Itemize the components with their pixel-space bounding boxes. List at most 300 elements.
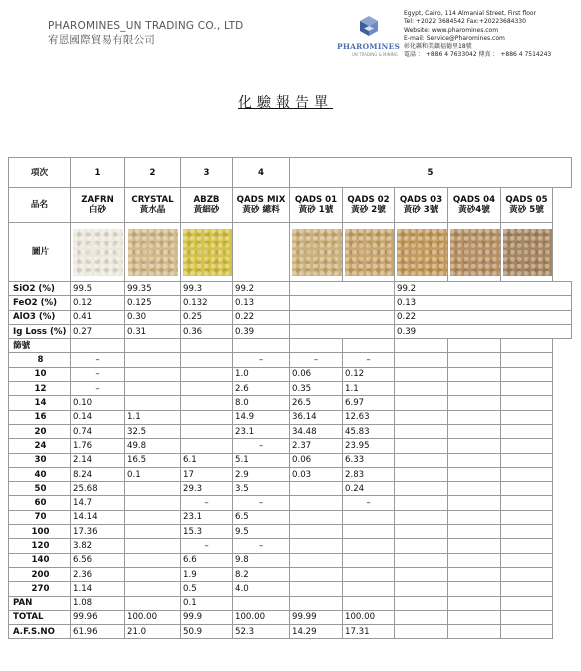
empty-cell: [448, 582, 501, 596]
company-header: [48, 19, 243, 47]
value-cell: 99.9: [181, 610, 233, 624]
value-cell: 0.27: [71, 324, 125, 338]
product-name-cell: [343, 188, 395, 223]
value-cell: –: [181, 539, 233, 553]
column-number: 3: [181, 158, 233, 188]
value-cell: 99.35: [125, 282, 181, 296]
empty-cell: [290, 339, 343, 353]
value-cell: 23.1: [233, 424, 290, 438]
empty-cell: [501, 596, 553, 610]
sieve-row: [9, 353, 572, 367]
value-cell: –: [233, 539, 290, 553]
empty-cell: [501, 496, 553, 510]
value-cell: [290, 553, 343, 567]
group5-value: 0.13: [395, 296, 572, 310]
empty-cell: [233, 339, 290, 353]
product-name-cell: [181, 188, 233, 223]
value-cell: [343, 553, 395, 567]
value-cell: [181, 424, 233, 438]
product-name-zh: 黃水晶: [139, 205, 166, 215]
value-cell: 8.24: [71, 467, 125, 481]
value-cell: 6.33: [343, 453, 395, 467]
value-cell: 25.68: [71, 482, 125, 496]
value-cell: 2.37: [290, 439, 343, 453]
group5-blank: [290, 296, 395, 310]
contact-line: Egypt, Cairo, 114 Almanial Street, First floor: [404, 10, 537, 17]
value-cell: 12.63: [343, 410, 395, 424]
value-cell: 99.99: [290, 610, 343, 624]
value-cell: 0.30: [125, 310, 181, 324]
sieve-row: [9, 510, 572, 524]
empty-cell: [501, 439, 553, 453]
value-cell: –: [290, 353, 343, 367]
empty-cell: [501, 610, 553, 624]
empty-cell: [395, 453, 448, 467]
sieve-row: [9, 367, 572, 381]
value-cell: [125, 396, 181, 410]
name-label: 品名: [9, 188, 71, 223]
product-image-cell: [290, 223, 343, 282]
value-cell: 23.1: [181, 510, 233, 524]
value-cell: 34.48: [290, 424, 343, 438]
value-cell: 14.29: [290, 625, 343, 639]
empty-cell: [395, 553, 448, 567]
column-number: 1: [71, 158, 125, 188]
report-title: 化驗報告單: [238, 95, 333, 111]
sieve-row: [9, 496, 572, 510]
value-cell: [290, 539, 343, 553]
value-cell: 2.14: [71, 453, 125, 467]
empty-cell: [501, 396, 553, 410]
product-name-zh: 黃細砂: [193, 205, 220, 215]
product-code: QADS 01: [294, 195, 338, 205]
sand-sample-image: [345, 229, 395, 276]
sieve-row: [9, 453, 572, 467]
contact-block: [404, 10, 551, 60]
value-cell: 26.5: [290, 396, 343, 410]
sieve-row: [9, 610, 572, 624]
row-label: 12: [9, 382, 71, 396]
empty-cell: [501, 553, 553, 567]
chem-row: [9, 310, 572, 324]
image-label: 圖片: [9, 223, 71, 282]
empty-cell: [501, 539, 553, 553]
value-cell: –: [343, 496, 395, 510]
empty-cell: [395, 424, 448, 438]
row-label: 200: [9, 567, 71, 581]
empty-cell: [501, 582, 553, 596]
group5-blank: [290, 282, 395, 296]
row-label: 8: [9, 353, 71, 367]
value-cell: –: [343, 353, 395, 367]
analysis-table: [8, 157, 572, 639]
sieve-row: [9, 582, 572, 596]
value-cell: [233, 596, 290, 610]
empty-cell: [448, 625, 501, 639]
value-cell: 14.7: [71, 496, 125, 510]
sieve-label-row: [9, 339, 572, 353]
value-cell: 2.36: [71, 567, 125, 581]
value-cell: [125, 553, 181, 567]
value-cell: [290, 482, 343, 496]
value-cell: 1.9: [181, 567, 233, 581]
value-cell: [181, 353, 233, 367]
empty-cell: [448, 553, 501, 567]
empty-cell: [448, 496, 501, 510]
empty-cell: [395, 396, 448, 410]
value-cell: [290, 582, 343, 596]
value-cell: 6.6: [181, 553, 233, 567]
product-name-zh: 黃砂 1號: [298, 205, 334, 215]
value-cell: [290, 496, 343, 510]
sieve-row: [9, 439, 572, 453]
value-cell: 5.1: [233, 453, 290, 467]
empty-cell: [501, 482, 553, 496]
empty-cell: [395, 525, 448, 539]
group5-value: 0.39: [395, 324, 572, 338]
value-cell: 9.5: [233, 525, 290, 539]
sand-sample-image: [292, 229, 342, 276]
value-cell: 0.06: [290, 367, 343, 381]
sieve-row: [9, 467, 572, 481]
value-cell: 6.97: [343, 396, 395, 410]
empty-cell: [448, 424, 501, 438]
product-code: QADS 02: [347, 195, 390, 205]
value-cell: 0.24: [343, 482, 395, 496]
value-cell: –: [233, 496, 290, 510]
sieve-row: [9, 482, 572, 496]
empty-cell: [448, 382, 501, 396]
empty-cell: [395, 482, 448, 496]
value-cell: 45.83: [343, 424, 395, 438]
pharomines-logo-icon: [338, 14, 400, 68]
value-cell: [290, 510, 343, 524]
product-code: ZAFRN: [81, 195, 114, 205]
product-code: QADS 03: [399, 195, 443, 205]
value-cell: 0.25: [181, 310, 233, 324]
value-cell: [125, 496, 181, 510]
value-cell: 99.2: [233, 282, 290, 296]
value-cell: 1.1: [343, 382, 395, 396]
empty-cell: [395, 367, 448, 381]
row-label: PAN: [9, 596, 71, 610]
product-name-cell: [448, 188, 501, 223]
contact-line: Website: www.pharomines.com: [404, 26, 499, 34]
sand-sample-image: [183, 229, 233, 276]
row-label: 140: [9, 553, 71, 567]
row-label: 60: [9, 496, 71, 510]
empty-cell: [71, 339, 125, 353]
empty-cell: [395, 610, 448, 624]
value-cell: 0.1: [181, 596, 233, 610]
value-cell: 2.9: [233, 467, 290, 481]
value-cell: 15.3: [181, 525, 233, 539]
product-name-cell: [125, 188, 181, 223]
sand-sample-image: [397, 229, 447, 276]
product-code: QADS MIX: [236, 195, 286, 205]
empty-cell: [448, 467, 501, 481]
value-cell: 0.10: [71, 396, 125, 410]
value-cell: [125, 382, 181, 396]
value-cell: [125, 567, 181, 581]
row-label: 14: [9, 396, 71, 410]
value-cell: 0.39: [233, 324, 290, 338]
row-label: FeO2 (%): [9, 296, 71, 310]
product-code: QADS 05: [505, 195, 548, 205]
empty-cell: [448, 596, 501, 610]
row-label: 70: [9, 510, 71, 524]
product-name-cell: [71, 188, 125, 223]
value-cell: [290, 596, 343, 610]
value-cell: 8.0: [233, 396, 290, 410]
value-cell: 9.8: [233, 553, 290, 567]
value-cell: 1.08: [71, 596, 125, 610]
value-cell: [343, 596, 395, 610]
empty-cell: [501, 410, 553, 424]
value-cell: 14.9: [233, 410, 290, 424]
value-cell: 49.8: [125, 439, 181, 453]
value-cell: 50.9: [181, 625, 233, 639]
value-cell: 0.14: [71, 410, 125, 424]
empty-cell: [448, 367, 501, 381]
logo-wordmark: PHAROMINES: [337, 42, 401, 51]
value-cell: [125, 510, 181, 524]
value-cell: 16.5: [125, 453, 181, 467]
value-cell: [125, 539, 181, 553]
empty-cell: [343, 339, 395, 353]
header-label: 項次: [9, 158, 71, 188]
empty-cell: [501, 510, 553, 524]
sand-sample-image: [128, 229, 178, 276]
company-name-en: PHAROMINES_UN TRADING CO., LTD: [48, 20, 244, 32]
value-cell: 4.0: [233, 582, 290, 596]
sieve-row: [9, 382, 572, 396]
value-cell: [125, 482, 181, 496]
empty-cell: [448, 510, 501, 524]
empty-cell: [448, 525, 501, 539]
sieve-row: [9, 596, 572, 610]
group5-blank: [290, 310, 395, 324]
row-label: 100: [9, 525, 71, 539]
empty-cell: [395, 410, 448, 424]
empty-cell: [501, 467, 553, 481]
group5-blank: [290, 324, 395, 338]
value-cell: 3.82: [71, 539, 125, 553]
sieve-row: [9, 625, 572, 639]
value-cell: 99.96: [71, 610, 125, 624]
row-label: 10: [9, 367, 71, 381]
column-number: 4: [233, 158, 290, 188]
value-cell: 21.0: [125, 625, 181, 639]
value-cell: [343, 510, 395, 524]
row-label: 30: [9, 453, 71, 467]
empty-cell: [501, 424, 553, 438]
empty-cell: [448, 353, 501, 367]
value-cell: 0.03: [290, 467, 343, 481]
value-cell: 61.96: [71, 625, 125, 639]
value-cell: 0.125: [125, 296, 181, 310]
sieve-label: 篩號: [9, 339, 71, 353]
empty-cell: [395, 625, 448, 639]
value-cell: 17: [181, 467, 233, 481]
sieve-row: [9, 424, 572, 438]
value-cell: 99.5: [71, 282, 125, 296]
contact-line: E-mail: Service@Pharomines.com: [404, 34, 505, 42]
value-cell: 36.14: [290, 410, 343, 424]
value-cell: –: [71, 382, 125, 396]
empty-cell: [448, 453, 501, 467]
empty-cell: [501, 525, 553, 539]
image-row: [9, 223, 572, 282]
value-cell: 3.5: [233, 482, 290, 496]
empty-cell: [448, 610, 501, 624]
value-cell: 17.36: [71, 525, 125, 539]
empty-cell: [395, 539, 448, 553]
empty-cell: [395, 339, 448, 353]
row-label: SiO2 (%): [9, 282, 71, 296]
product-name-zh: 黃砂 5號: [509, 205, 544, 215]
empty-cell: [448, 439, 501, 453]
empty-cell: [448, 539, 501, 553]
value-cell: 1.76: [71, 439, 125, 453]
sieve-row: [9, 525, 572, 539]
value-cell: 2.83: [343, 467, 395, 481]
logo-subtext: UN TRADING & MINING: [352, 52, 398, 57]
empty-cell: [395, 382, 448, 396]
value-cell: 6.5: [233, 510, 290, 524]
empty-cell: [448, 410, 501, 424]
value-cell: 100.00: [233, 610, 290, 624]
value-cell: 1.1: [125, 410, 181, 424]
empty-cell: [501, 339, 553, 353]
product-name-zh: 白砂: [88, 205, 107, 215]
empty-cell: [448, 567, 501, 581]
value-cell: [181, 396, 233, 410]
value-cell: [181, 439, 233, 453]
empty-cell: [501, 382, 553, 396]
header-row: [9, 158, 572, 188]
empty-cell: [395, 467, 448, 481]
value-cell: 8.2: [233, 567, 290, 581]
product-name-cell: [290, 188, 343, 223]
product-name-zh: 黃砂 總料: [242, 205, 280, 215]
value-cell: 0.74: [71, 424, 125, 438]
product-image-cell: [448, 223, 501, 282]
value-cell: 52.3: [233, 625, 290, 639]
empty-cell: [395, 510, 448, 524]
sand-sample-image: [503, 229, 553, 276]
product-image-cell: [501, 223, 553, 282]
row-label: TOTAL: [9, 610, 71, 624]
contact-line: Tel: +2022 3684542 Fax:+20223684330: [404, 18, 526, 26]
value-cell: [343, 582, 395, 596]
empty-cell: [501, 567, 553, 581]
value-cell: [290, 567, 343, 581]
value-cell: 1.14: [71, 582, 125, 596]
contact-line: 電話 ： +886 4 7633042 傳真 ： +886 4 7514243: [404, 51, 552, 59]
value-cell: –: [233, 439, 290, 453]
row-label: 16: [9, 410, 71, 424]
value-cell: [125, 596, 181, 610]
value-cell: –: [233, 353, 290, 367]
product-image-cell: [181, 223, 233, 282]
empty-cell: [501, 353, 553, 367]
row-label: 50: [9, 482, 71, 496]
empty-cell: [501, 453, 553, 467]
value-cell: [181, 367, 233, 381]
empty-cell: [125, 339, 181, 353]
product-code: ABZB: [193, 195, 220, 205]
value-cell: [343, 567, 395, 581]
empty-cell: [501, 625, 553, 639]
empty-cell: [448, 339, 501, 353]
value-cell: 100.00: [125, 610, 181, 624]
column-number: 2: [125, 158, 181, 188]
value-cell: 0.1: [125, 467, 181, 481]
product-code: QADS 04: [452, 195, 496, 205]
product-image-cell: [395, 223, 448, 282]
value-cell: 0.12: [71, 296, 125, 310]
value-cell: 0.13: [233, 296, 290, 310]
column-number: 5: [290, 158, 572, 188]
chem-row: [9, 282, 572, 296]
row-label: 120: [9, 539, 71, 553]
value-cell: [125, 367, 181, 381]
value-cell: 0.35: [290, 382, 343, 396]
row-label: AlO3 (%): [9, 310, 71, 324]
value-cell: 14.14: [71, 510, 125, 524]
product-name-row: [9, 188, 572, 223]
value-cell: [343, 539, 395, 553]
empty-cell: [395, 496, 448, 510]
product-name-zh: 黃砂 3號: [403, 205, 439, 215]
row-label: Ig Loss (%): [9, 324, 71, 338]
product-code: CRYSTAL: [131, 195, 174, 205]
value-cell: [125, 525, 181, 539]
value-cell: 0.12: [343, 367, 395, 381]
product-image-cell: [233, 223, 290, 282]
value-cell: 99.3: [181, 282, 233, 296]
product-image-cell: [343, 223, 395, 282]
value-cell: 2.6: [233, 382, 290, 396]
row-label: 20: [9, 424, 71, 438]
sieve-row: [9, 567, 572, 581]
group5-value: 99.2: [395, 282, 572, 296]
sieve-row: [9, 410, 572, 424]
empty-cell: [448, 482, 501, 496]
row-label: 24: [9, 439, 71, 453]
value-cell: –: [71, 367, 125, 381]
group5-value: 0.22: [395, 310, 572, 324]
value-cell: 0.41: [71, 310, 125, 324]
value-cell: –: [181, 496, 233, 510]
value-cell: –: [71, 353, 125, 367]
value-cell: [125, 582, 181, 596]
value-cell: 17.31: [343, 625, 395, 639]
empty-cell: [395, 353, 448, 367]
product-name-zh: 黃砂 2號: [351, 205, 386, 215]
empty-cell: [395, 596, 448, 610]
value-cell: 100.00: [343, 610, 395, 624]
chem-row: [9, 296, 572, 310]
value-cell: 6.56: [71, 553, 125, 567]
value-cell: 1.0: [233, 367, 290, 381]
empty-cell: [395, 567, 448, 581]
row-label: 270: [9, 582, 71, 596]
product-name-cell: [395, 188, 448, 223]
sand-sample-image: [450, 229, 500, 276]
value-cell: 0.5: [181, 582, 233, 596]
